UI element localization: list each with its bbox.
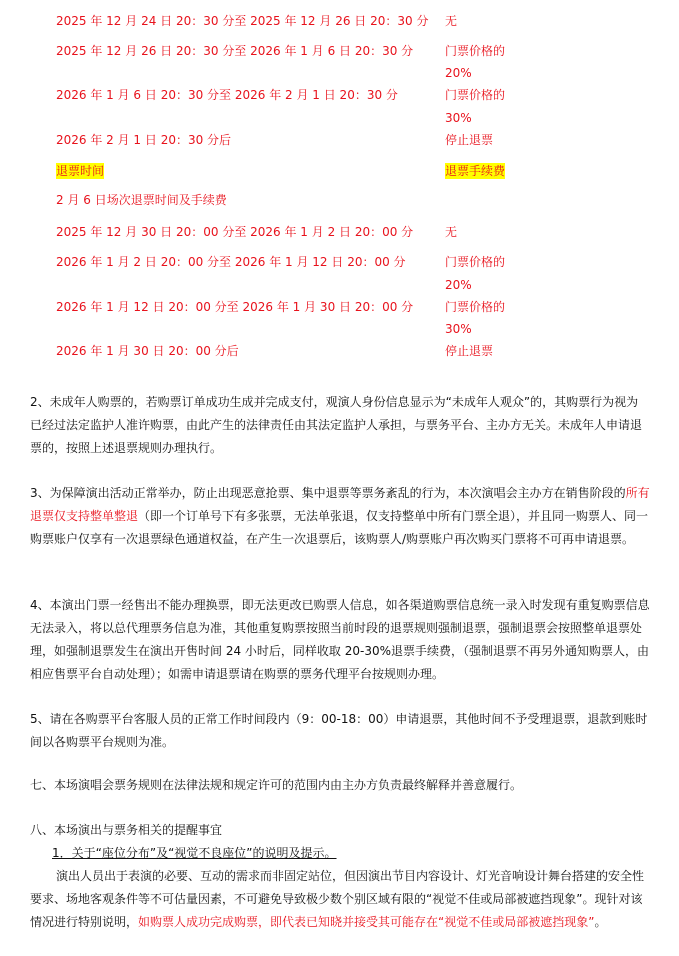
schedule-b-time-4: 2026 年 1 月 30 日 20：00 分后 — [56, 344, 239, 358]
paragraph-seat-visibility — [30, 865, 650, 934]
schedule-b-fee-2: 门票价格的 — [445, 255, 506, 269]
schedule-b-fee-2-pct: 20% — [445, 278, 472, 292]
p8-text-c: 。 — [594, 915, 607, 929]
p8-text-highlight: 如购票人成功完成购票，即代表已知晓并接受其可能存在“视觉不佳或局部被遮挡现象” — [138, 915, 595, 929]
p3-text-highlight: 所有退票仅支持整单整退 — [30, 486, 650, 523]
schedule-b-time-3: 2026 年 1 月 12 日 20：00 分至 2026 年 1 月 30 日 20：00 分 — [56, 300, 414, 314]
schedule-a-time-3: 2026 年 1 月 6 日 20：30 分至 2026 年 2 月 1 日 20：30 分 — [56, 88, 398, 102]
section-8-subtitle: 1．关于“座位分布”及“视觉不良座位”的说明及提示。 — [52, 846, 337, 860]
section-8-title: 八、本场演出与票务相关的提醒事宜 — [30, 823, 223, 837]
paragraph-section-7: 七、本场演唱会票务规则在法律法规和规定许可的范围内由主办方负责最终解释并善意履行。 — [30, 778, 523, 792]
schedule-a-fee-2: 门票价格的 — [445, 44, 506, 58]
schedule-a-fee-3: 门票价格的 — [445, 88, 506, 102]
schedule-a-time-2: 2025 年 12 月 26 日 20：30 分至 2026 年 1 月 6 日 20：30 分 — [56, 44, 414, 58]
schedule-b-fee-1: 无 — [445, 225, 458, 239]
paragraph-service-hours: 5、请在各购票平台客服人员的正常工作时间段内（9：00-18：00）申请退票，其他时间不予受理退票，退款到账时间以各购票平台规则为准。 — [30, 712, 648, 749]
schedule-b-fee-4: 停止退票 — [445, 344, 494, 358]
p3-text-c: （即一个订单号下有多张票，无法单张退，仅支持整单中所有门票全退），并且同一购票人、同一购票账户仅享有一次退票绿色通道权益，在产生一次退票后，该购票人/购票账户再次购买门票将不可再申请退票。 — [30, 509, 649, 546]
schedule-a-fee-3-pct: 30% — [445, 111, 472, 125]
schedule-a-time-4: 2026 年 2 月 1 日 20：30 分后 — [56, 133, 232, 147]
p3-text-a: 3、为保障演出活动正常举办，防止出现恶意抢票、集中退票等票务紊乱的行为，本次演唱会主办方在销售阶段的 — [30, 486, 626, 500]
schedule-a-fee-1: 无 — [445, 14, 458, 28]
schedule-a-fee-4: 停止退票 — [445, 133, 494, 147]
paragraph-whole-order-refund — [30, 482, 650, 551]
paragraph-minor-purchase: 2、未成年人购票的，若购票订单成功生成并完成支付，观演人身份信息显示为“未成年人观众”的，其购票行为视为已经过法定监护人准许购票，由此产生的法律责任由其法定监护人承担，与票务平台、主办方无关。未成年人申请退票的，按照上述退票规则办理执行。 — [30, 395, 643, 455]
section-title-feb6: 2 月 6 日场次退票时间及手续费 — [56, 193, 227, 207]
header-refund-fee: 退票手续费 — [445, 164, 506, 178]
schedule-b-time-2: 2026 年 1 月 2 日 20：00 分至 2026 年 1 月 12 日 20：00 分 — [56, 255, 406, 269]
header-refund-time: 退票时间 — [56, 164, 105, 178]
schedule-b-time-1: 2025 年 12 月 30 日 20：00 分至 2026 年 1 月 2 日 20：00 分 — [56, 225, 414, 239]
p8-text-a: 演出人员出于表演的必要、互动的需求而非固定站位，但因演出节目内容设计、灯光音响设计舞台搭建的安全性要求、场地客观条件等不可估量因素，不可避免导致极少数个别区域有限的“视觉不佳或局部被遮挡现象”。现针对该情况进行特别说明， — [30, 869, 645, 929]
schedule-a-fee-2-pct: 20% — [445, 66, 472, 80]
paragraph-no-exchange: 4、本演出门票一经售出不能办理换票，即无法更改已购票人信息，如各渠道购票信息统一录入时发现有重复购票信息无法录入，将以总代理票务信息为准，其他重复购票按照当前时段的退票规则强制退票，强制退票会按照整单退票处理，如强制退票发生在演出开售时间 24 小时后，同样收取 20-30%退票手续费，（强制退票不再另外通知购票人，由相应售票平台自动处理）；如需申请退票请在购票的票务代理平台按规则办理。 — [30, 598, 650, 681]
schedule-b-fee-3: 门票价格的 — [445, 300, 506, 314]
schedule-b-fee-3-pct: 30% — [445, 322, 472, 336]
schedule-a-time-1: 2025 年 12 月 24 日 20：30 分至 2025 年 12 月 26 日 20：30 分 — [56, 14, 429, 28]
